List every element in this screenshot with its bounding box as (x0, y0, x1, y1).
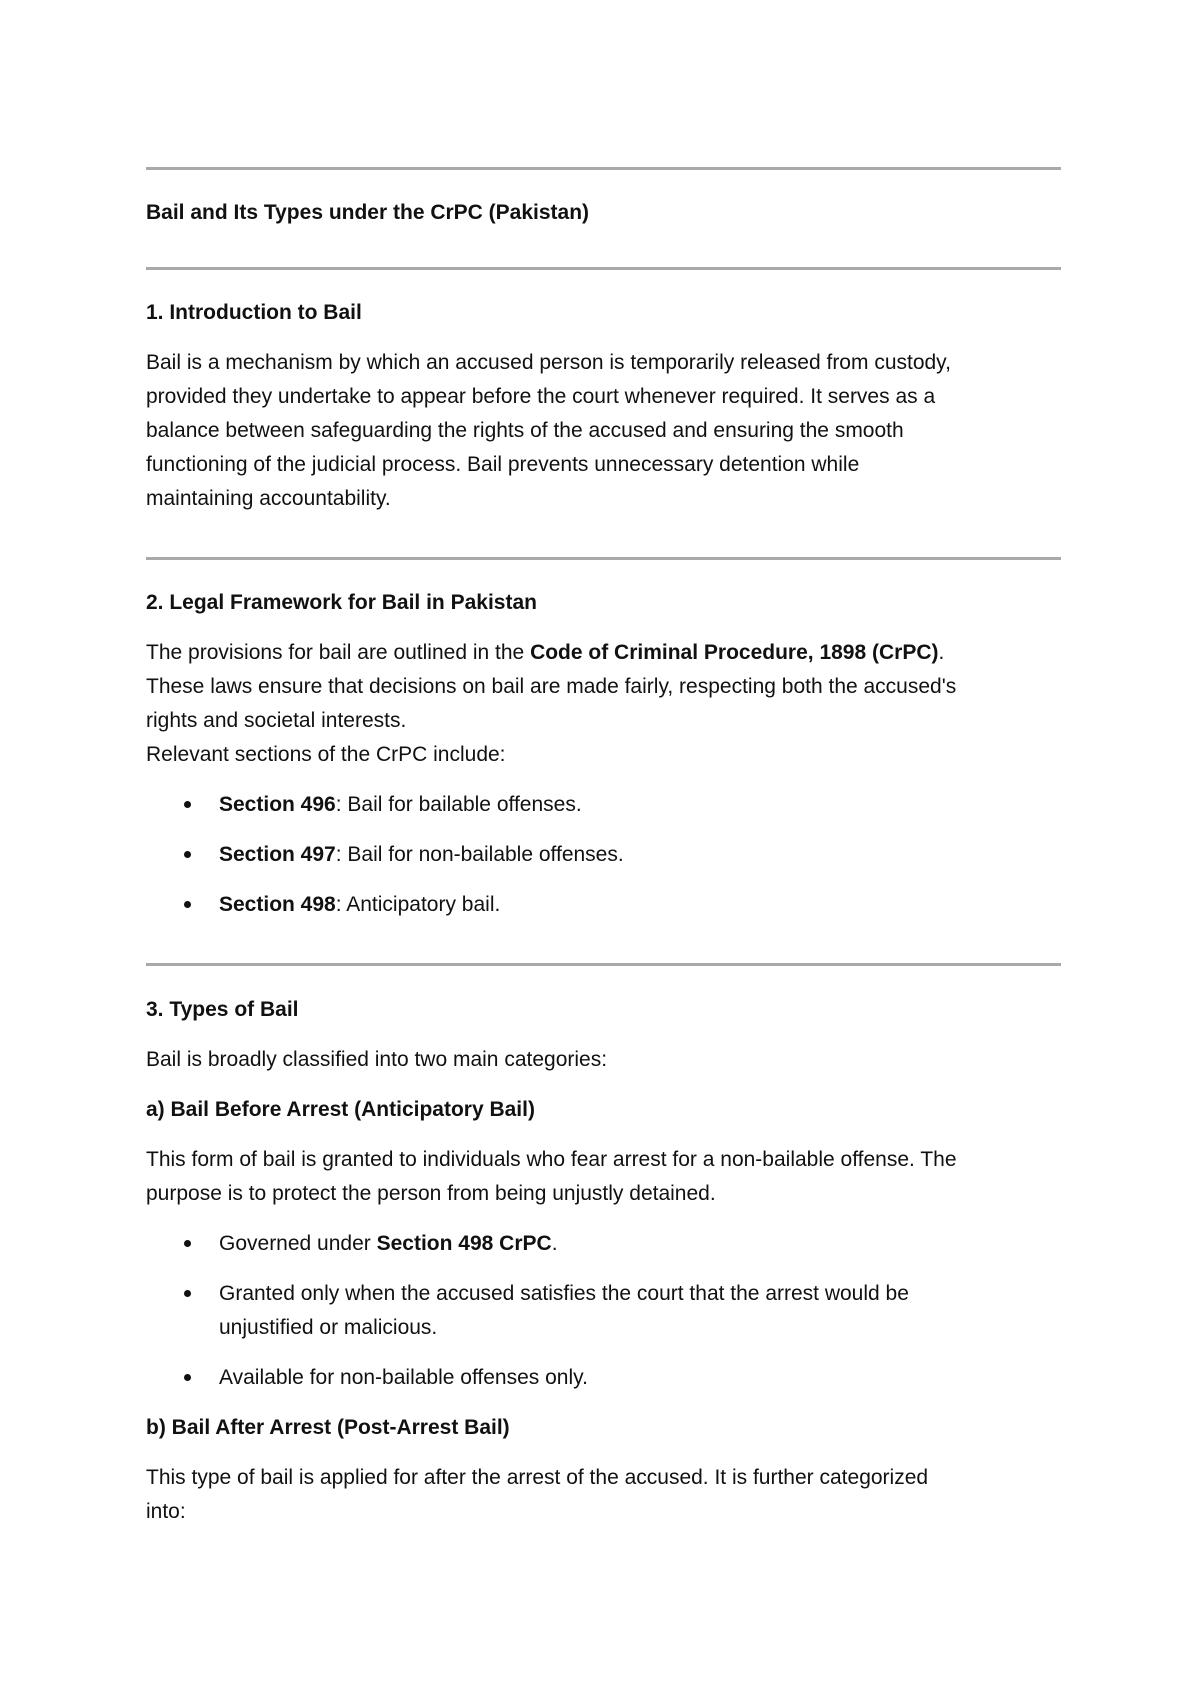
subsection-b-paragraph-line: into: (146, 1500, 186, 1523)
list-item-text: Granted only when the accused satisfies the court that the arrest would be (219, 1282, 909, 1305)
list-item-description: . (551, 1232, 558, 1255)
list-item-description: : Bail for bailable offenses. (335, 793, 582, 816)
list-item-text (219, 888, 1061, 922)
section-number-bold: Section 496 (219, 793, 336, 816)
horizontal-rule (146, 267, 1061, 270)
section-1-paragraph-line: provided they undertake to appear before the court whenever required. It serves as a (146, 385, 936, 408)
section-3-intro: Bail is broadly classified into two main categories: (146, 1048, 608, 1071)
subsection-b-paragraph-line: This type of bail is applied for after the arrest of the accused. It is further categorized (146, 1466, 929, 1489)
list-item-description: : Anticipatory bail. (335, 893, 501, 916)
subsection-a-paragraph-line: This form of bail is granted to individuals who fear arrest for a non-bailable offense. The (146, 1148, 957, 1171)
section-2-text: The provisions for bail are outlined in the (146, 641, 531, 664)
section-1-paragraph-line: balance between safeguarding the rights of the accused and ensuring the smooth (146, 419, 904, 442)
subsection-a-paragraph-line: purpose is to protect the person from being unjustly detained. (146, 1182, 716, 1205)
list-item-text (219, 838, 1061, 872)
section-1-paragraph-line: Bail is a mechanism by which an accused person is temporarily released from custody, (146, 351, 951, 374)
section-3-heading: 3. Types of Bail (146, 998, 299, 1021)
subsection-a-heading: a) Bail Before Arrest (Anticipatory Bail) (146, 1098, 535, 1121)
section-2-text: . (938, 641, 945, 664)
list-item-text: Available for non-bailable offenses only. (219, 1366, 588, 1389)
section-2-paragraph-line: rights and societal interests. (146, 709, 407, 732)
horizontal-rule (146, 167, 1061, 170)
list-item-text: unjustified or malicious. (219, 1316, 438, 1339)
section-number-bold: Section 498 (219, 893, 336, 916)
document-title: Bail and Its Types under the CrPC (Pakistan) (146, 201, 590, 224)
subsection-b-heading: b) Bail After Arrest (Post-Arrest Bail) (146, 1416, 510, 1439)
section-2-heading: 2. Legal Framework for Bail in Pakistan (146, 591, 537, 614)
section-2-paragraph-line: These laws ensure that decisions on bail are made fairly, respecting both the accused's (146, 675, 957, 698)
section-1-heading: 1. Introduction to Bail (146, 301, 362, 324)
list-item-text (219, 788, 1061, 822)
list-item-text (219, 1227, 1061, 1261)
section-number-bold: Section 498 CrPC (376, 1232, 552, 1255)
horizontal-rule (146, 557, 1061, 560)
list-item-description: Governed under (219, 1232, 377, 1255)
section-1-paragraph-line: functioning of the judicial process. Bail prevents unnecessary detention while (146, 453, 860, 476)
section-number-bold: Section 497 (219, 843, 336, 866)
section-2-paragraph-line: Relevant sections of the CrPC include: (146, 743, 506, 766)
section-1-paragraph-line: maintaining accountability. (146, 487, 391, 510)
list-item-description: : Bail for non-bailable offenses. (335, 843, 624, 866)
section-2-paragraph-line (146, 636, 1061, 670)
crpc-title-bold: Code of Criminal Procedure, 1898 (CrPC) (530, 641, 939, 664)
horizontal-rule (146, 963, 1061, 966)
